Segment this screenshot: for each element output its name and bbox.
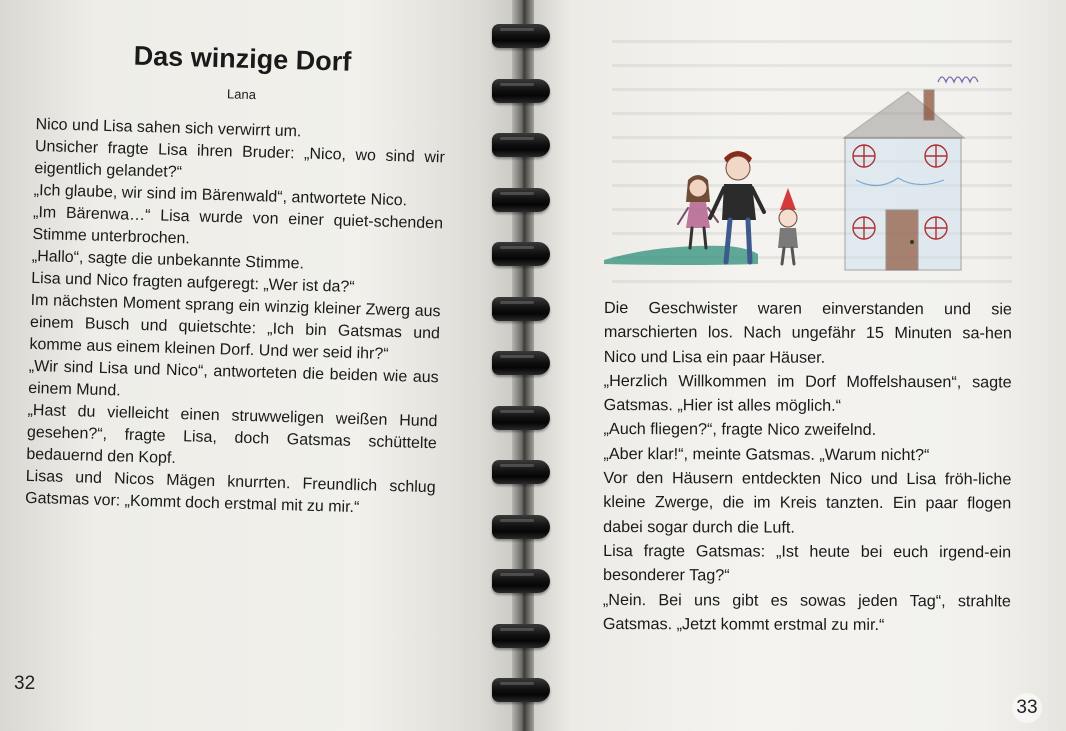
dwarf-figure-icon [778,188,798,264]
left-paragraph: Lisa und Nico fragten aufgeregt: „Wer ist da?“ [31,269,355,296]
house-icon [844,90,964,270]
story-title: Das winzige Dorf [133,40,352,77]
page-number-right: 33 [1012,693,1042,723]
binding-ring [492,624,550,648]
right-paragraph: „Aber klar!“, meinte Gatsmas. „Warum nicht?“ [603,444,930,464]
left-page-content [25,38,448,521]
right-paragraph: Lisa fragte Gatsmas: „Ist heute bei euch irgend-ein besonderer Tag?“ [602,541,1012,585]
binding-ring [492,351,550,375]
page-number-left: 32 [14,673,36,694]
binding-ring [492,515,550,539]
right-page-content [603,296,1012,638]
left-paragraph: „Hast du vielleicht einen struwweligen weißen Hund gesehen?“, fragte Lisa, doch Gatsmas schüttelte bedauernd den Kopf. [26,401,438,468]
left-paragraph: „Hallo“, sagte die unbekannte Stimme. [31,247,305,273]
right-paragraph: „Auch fliegen?“, fragte Nico zweifelnd. [603,420,877,440]
story-author: Lana [226,86,257,103]
binding-ring [492,678,550,702]
binding-ring [492,460,550,484]
grass-icon [604,246,758,265]
chimney-smoke-icon [938,77,978,82]
binding-ring [492,24,550,48]
illustration [598,52,1012,278]
left-paragraph: „Im Bärenwa…“ Lisa wurde von einer quiet-schenden Stimme unterbrochen. [32,203,444,248]
boy-figure-icon [710,151,764,262]
binding-ring [492,297,550,321]
binding-ring [492,242,550,266]
left-paragraph: Lisas und Nicos Mägen knurrten. Freundlich schlug Gatsmas vor: „Kommt doch erstmal mit zu mir.“ [24,467,436,517]
left-paragraph: Im nächsten Moment sprang ein winzig kleiner Zwerg aus einem Busch und quietschte: „Ich bin Gatsmas und komme aus einem kleinen Dorf. Und wer seid ihr?“ [29,291,441,363]
binding-ring [492,569,550,593]
binding-ring [492,79,550,103]
right-paragraph: Vor den Häusern entdeckten Nico und Lisa fröh-liche kleine Zwerge, die im Kreis tanzten. Ein paar flogen dabei sogar durch die Luft. [603,469,1012,537]
binding-ring [492,133,550,157]
left-paragraph: „Ich glaube, wir sind im Bärenwald“, antwortete Nico. [33,181,408,210]
right-paragraph: „Nein. Bei uns gibt es sowas jeden Tag“, strahlte Gatsmas. „Jetzt kommt erstmal zu mir.“ [602,590,1011,634]
binding-ring [492,406,550,430]
left-paragraph: „Wir sind Lisa und Nico“, antworteten die beiden wie aus einem Mund. [27,357,439,400]
binding-ring [492,188,550,212]
left-paragraph: Nico und Lisa sahen sich verwirrt um. [35,115,302,141]
right-paragraph: Die Geschwister waren einverstanden und sie marschierten los. Nach ungefähr 15 Minuten sa-hen Nico und Lisa ein paar Häuser. [603,298,1012,367]
right-paragraph: „Herzlich Willkommen im Dorf Moffelshausen“, sagte Gatsmas. „Hier ist alles möglich.“ [603,371,1012,416]
left-paragraph: Unsicher fragte Lisa ihren Bruder: „Nico, wo sind wir eigentlich gelandet?“ [34,137,446,182]
